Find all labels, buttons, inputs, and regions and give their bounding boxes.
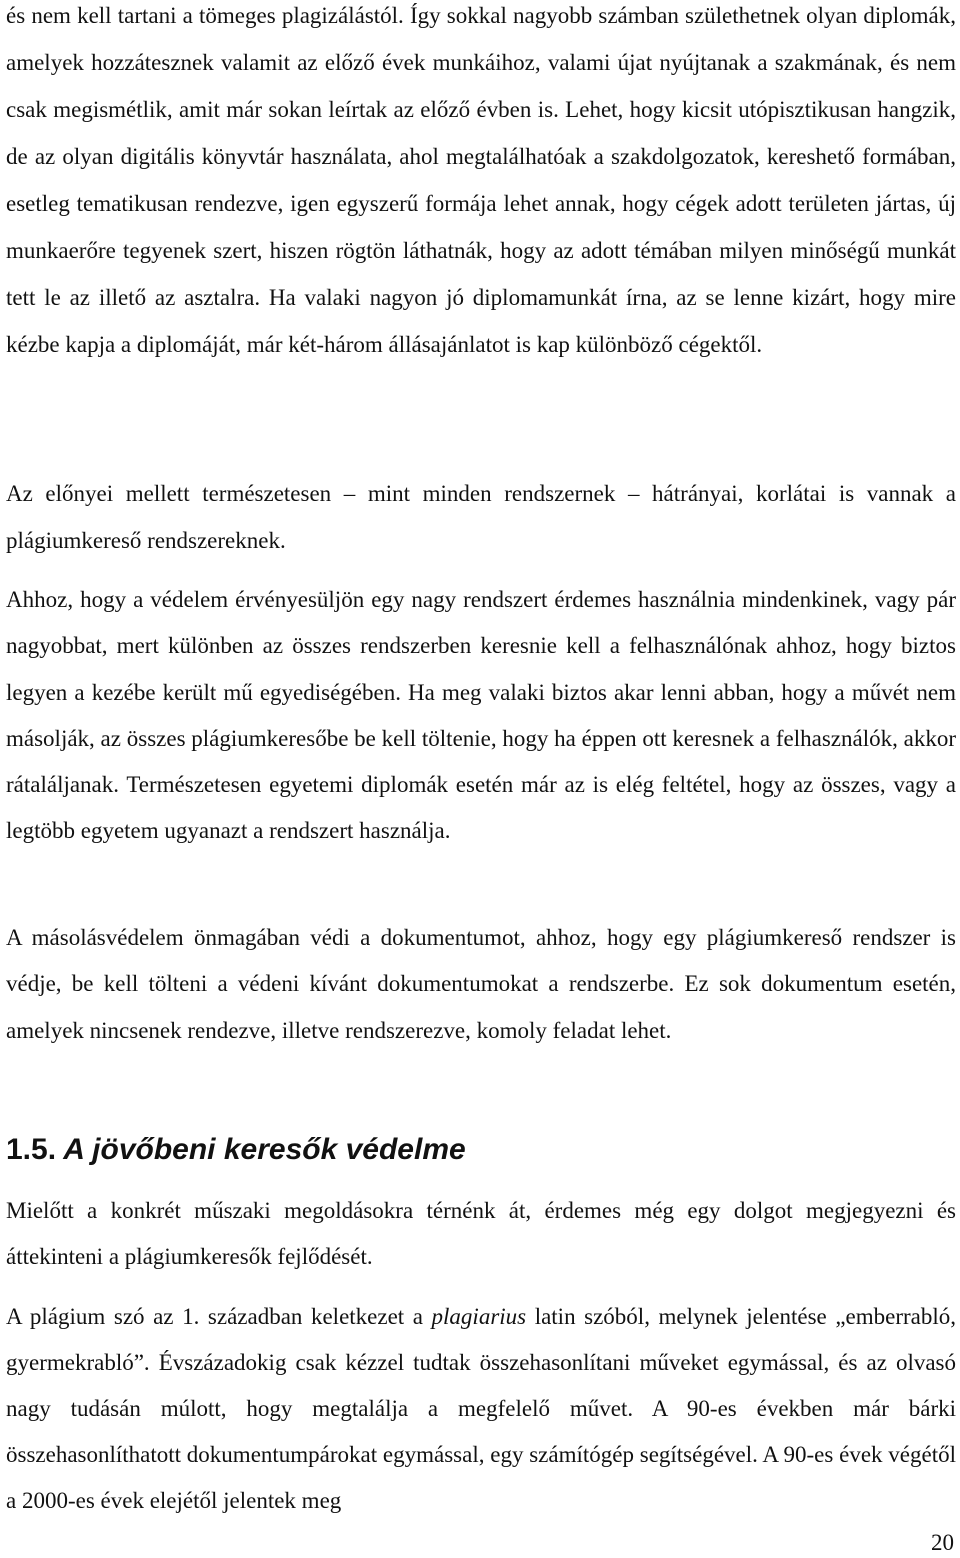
paragraph-intro: Mielőtt a konkrét műszaki megoldásokra térnénk át, érdemes még egy dolgot megjegyezni és áttekinteni a plágiumkeresők fejlődését.: [6, 1198, 956, 1269]
paragraph-copy-protection: A másolásvédelem önmagában védi a dokumentumot, ahhoz, hogy egy plágiumkereső rendszer is védje, be kell tölteni a védeni kívánt dokumentumokat a rendszerbe. Ez sok dokumentum esetén, amelyek nincsenek rendezve, illetve rendszerezve, komoly feladat lehet.: [6, 925, 956, 1043]
section-number: 1.5.: [6, 1133, 57, 1166]
paragraph-digital-library: és nem kell tartani a tömeges plagizálástól. Így sokkal nagyobb számban születhetnek olyan diplomák, amelyek hozzátesznek valamit az előző évek munkáihoz, valami újat nyújtanak a szakmának, és nem csak megismétlik, amit már sokan leírtak az előző évben is. Lehet, hogy kicsit utópisztikusan hangzik, de az olyan digitális könyvtár használata, ahol megtalálhatóak a szakdolgozatok, kereshető formában, esetleg tematikusan rendezve, igen egyszerű formája lehet annak, hogy cégek adott területen jártas, új munkaerőre tegyenek szert, hiszen rögtön láthatnák, hogy az adott témában milyen minőségű munkát tett le az illető az asztalra. Ha valaki nagyon jó diplomamunkát írna, az se lenne kizárt, hogy mire kézbe kapja a diplomáját, már két-három állásajánlatot is kap különböző cégektől.: [6, 3, 956, 357]
history-text-start: A plágium szó az 1. században keletkezet a: [6, 1304, 432, 1329]
section-heading: [6, 1130, 466, 1170]
paragraph-disadvantages: Az előnyei mellett természetesen – mint minden rendszernek – hátrányai, korlátai is vannak a plágiumkereső rendszereknek.: [6, 481, 956, 553]
paragraph-protection-systems: Ahhoz, hogy a védelem érvényesüljön egy nagy rendszert érdemes használnia mindenkinek, vagy pár nagyobbat, mert különben az összes rendszerben keresnie kell a felhasználónak ahhoz, hogy biztos legyen a kezébe került mű egyediségében. Ha meg valaki biztos akar lenni abban, hogy a művét nem másolják, az összes plágiumkeresőbe be kell töltenie, hogy ha éppen ott keresnek a felhasználók, akkor rátaláljanak. Természetesen egyetemi diplomák esetén már az is elég feltétel, hogy az összes, vagy a legtöbb egyetem ugyanazt a rendszert használja.: [6, 587, 956, 844]
paragraph-plagiarism-history: [6, 1294, 956, 1524]
page-number: 20: [931, 1530, 954, 1555]
latin-term: plagiarius: [431, 1304, 527, 1329]
history-text-rest: latin szóból, melynek jelentése „emberrabló, gyermekrabló”. Évszázadokig csak kézzel tudtak összehasonlítani műveket egymással, és az olvasó nagy tudásán múlott, hogy megtalálja a megfelelő művet. A 90-es években már bárki összehasonlíthatott dokumentumpárokat egymással, egy számítógép segítségével. A 90-es évek végétől a 2000-es évek elejétől jelentek meg: [6, 1304, 956, 1513]
section-title: A jövőbeni keresők védelme: [63, 1133, 466, 1166]
